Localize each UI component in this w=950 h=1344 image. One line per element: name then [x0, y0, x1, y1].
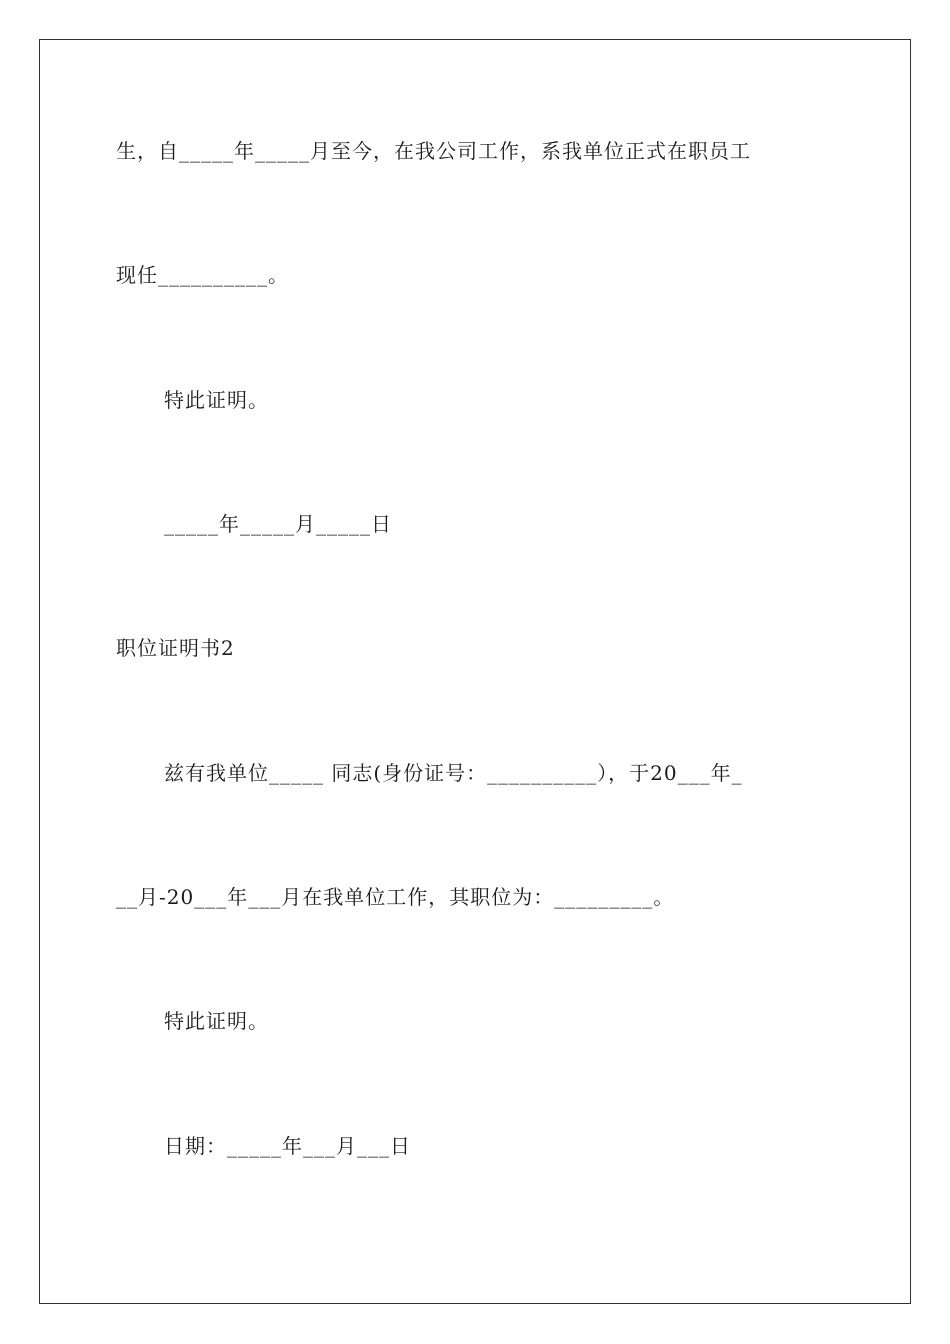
date-line-2: 日期：_____年___月___日	[164, 1134, 411, 1158]
body-text-employee-identity: 兹有我单位_____ 同志(身份证号：__________），于20___年_	[164, 761, 743, 785]
certification-statement: 特此证明。	[164, 388, 269, 412]
section-title: 职位证明书2	[116, 636, 235, 660]
body-text-current-position: 现任__________。	[116, 263, 289, 287]
date-line: _____年_____月_____日	[164, 512, 392, 536]
body-text-work-period-position: __月-20___年___月在我单位工作，其职位为：_________。	[116, 885, 675, 909]
certification-statement-2: 特此证明。	[164, 1009, 269, 1033]
body-text-employment-period: 生，自_____年_____月至今，在我公司工作，系我单位正式在职员工	[116, 139, 751, 163]
page-border	[39, 39, 911, 1304]
